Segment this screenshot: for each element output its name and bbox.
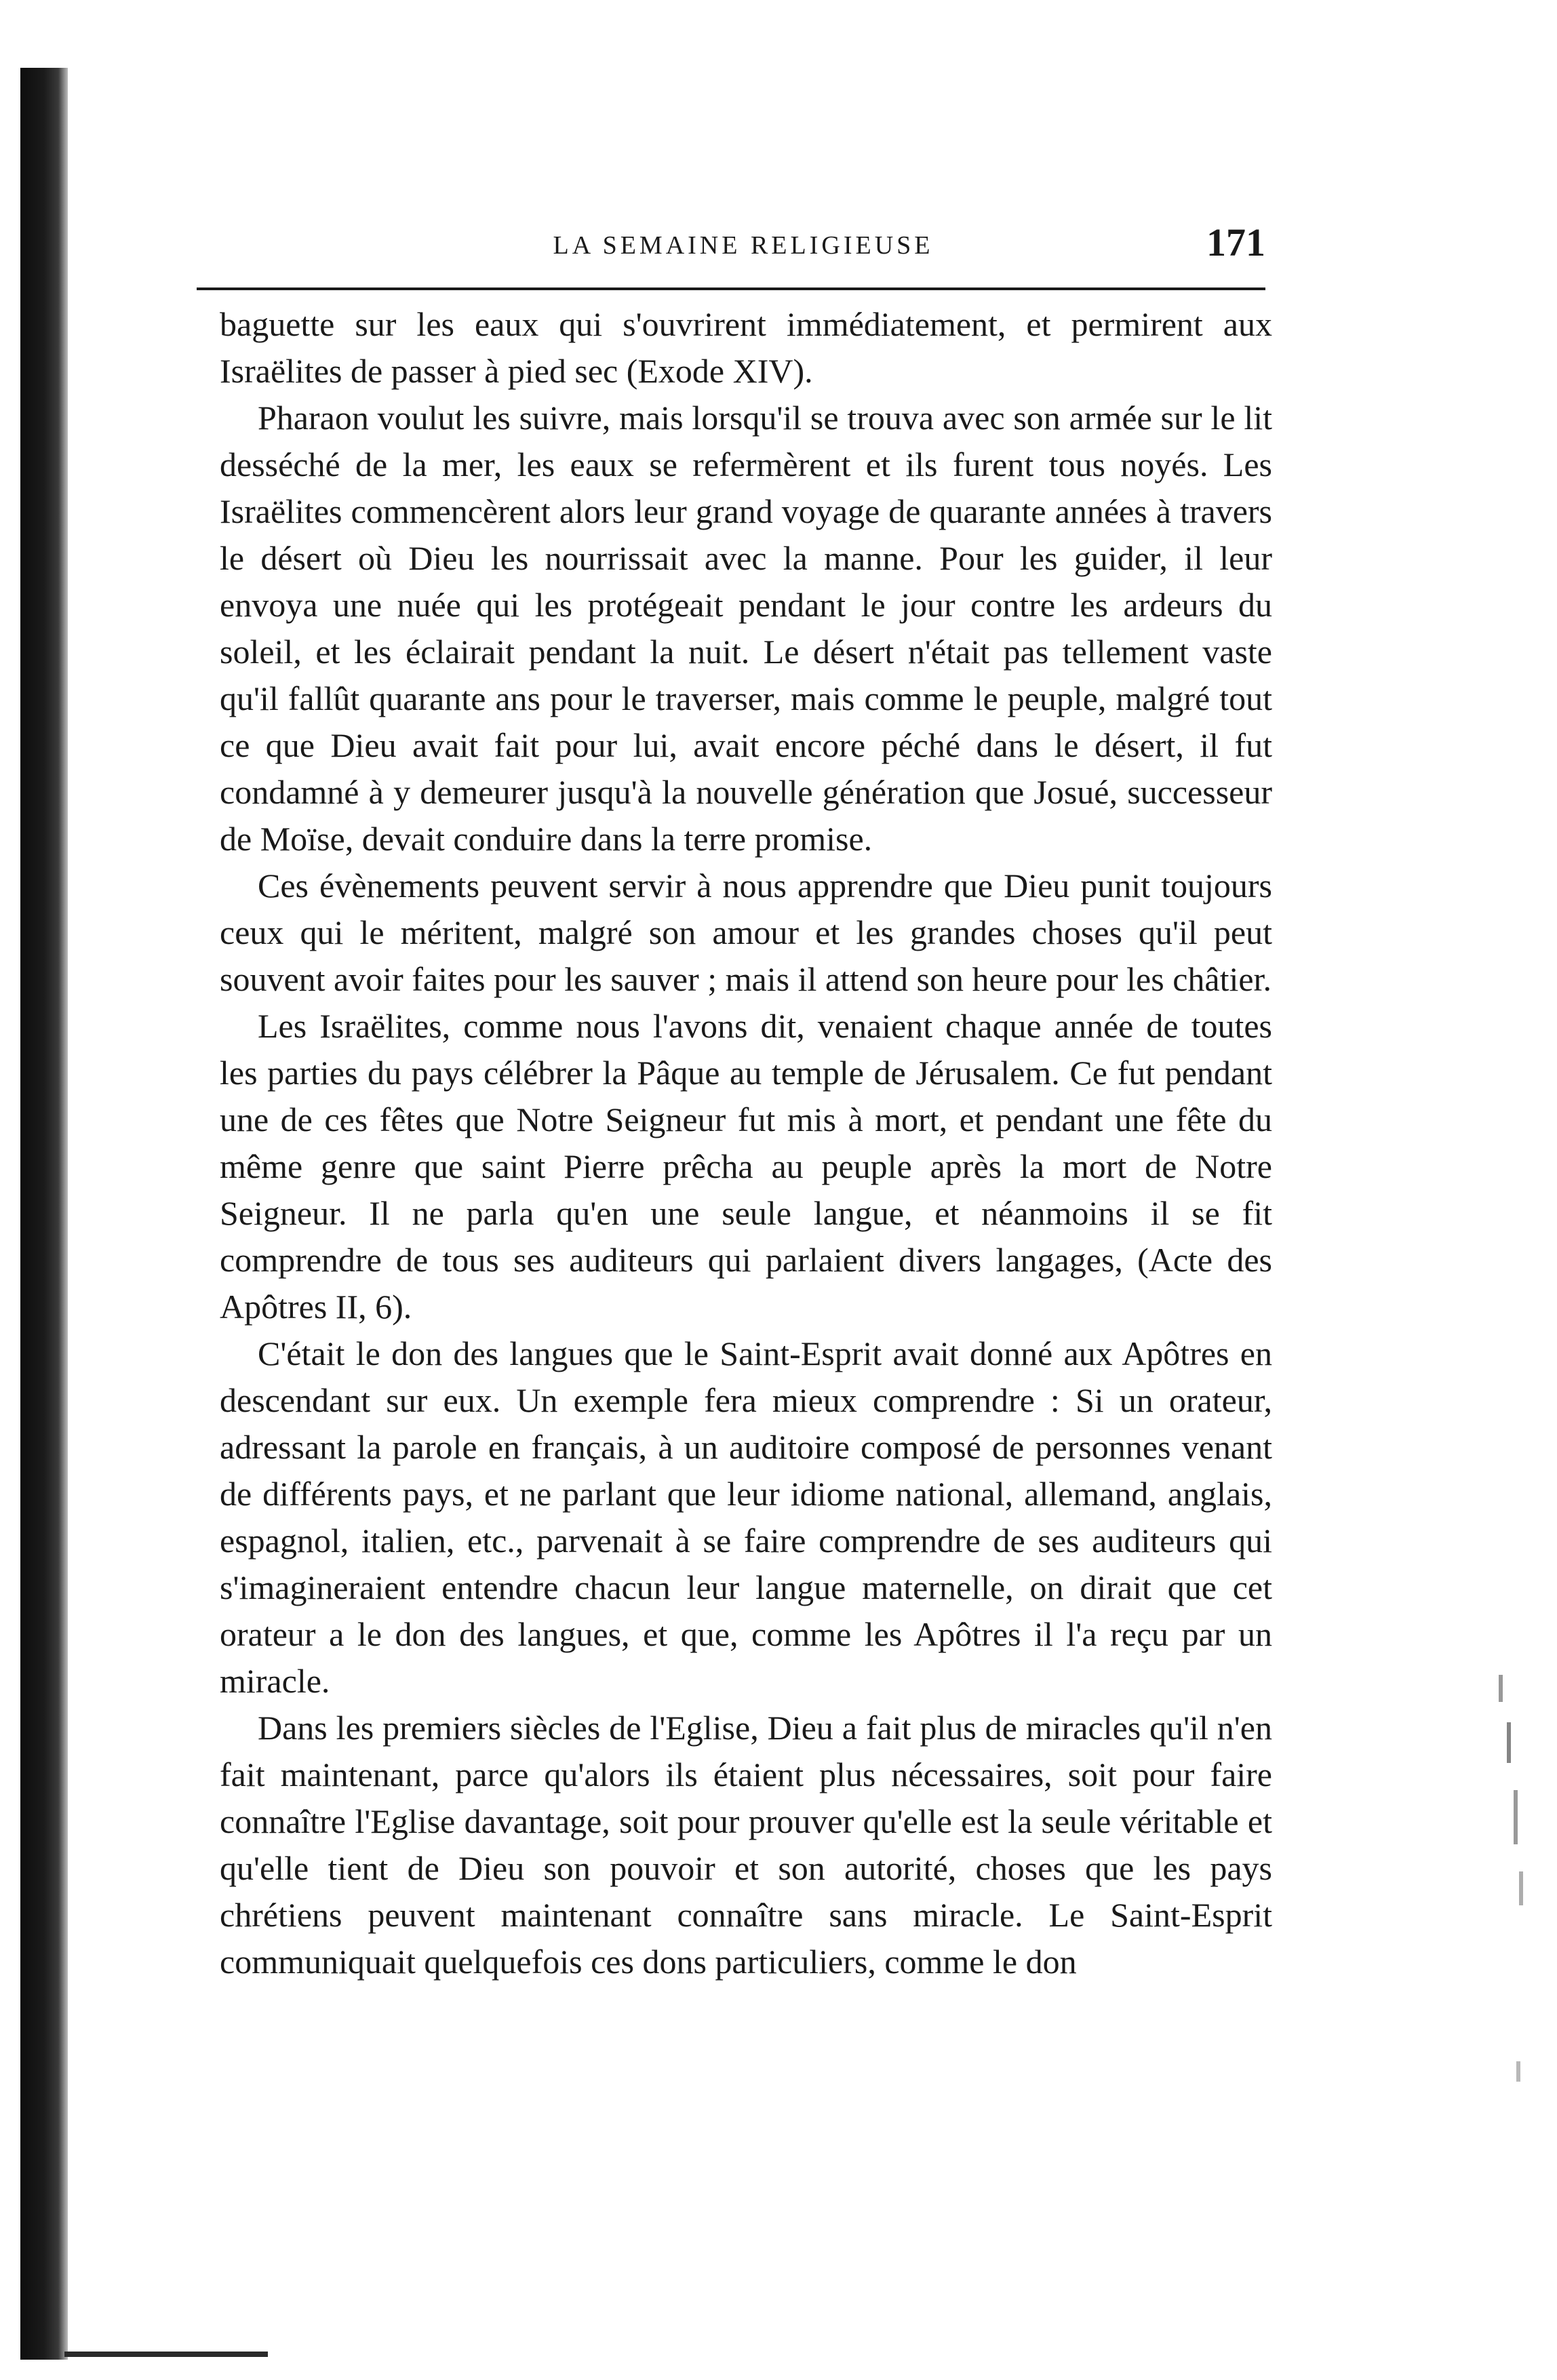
body-text	[220, 301, 1272, 1985]
header-rule	[197, 287, 1265, 290]
scan-binding-edge	[20, 68, 68, 2360]
paragraph-6: Dans les premiers siècles de l'Eglise, Dieu a fait plus de miracles qu'il n'en fait maintenant, parce qu'alors ils étaient plus nécessaires, soit pour faire connaître l'Eglise davantage, soit pour prouver qu'elle est la seule véritable et qu'elle tient de Dieu son pouvoir et son autorité, choses que les pays chrétiens peuvent maintenant connaître sans miracle. Le Saint-Esprit communiquait quelquefois ces dons particuliers, comme le don	[220, 1709, 1272, 1981]
scan-mark	[1507, 1722, 1511, 1763]
scan-mark	[1499, 1675, 1503, 1702]
paragraph-3: Ces évènements peuvent servir à nous apprendre que Dieu punit toujours ceux qui le méritent, malgré son amour et les grandes choses qu'il peut souvent avoir faites pour les sauver ; mais il attend son heure pour les châtier.	[220, 867, 1272, 998]
paragraph-4: Les Israëlites, comme nous l'avons dit, venaient chaque année de toutes les parties du pays célébrer la Pâque au temple de Jérusalem. Ce fut pendant une de ces fêtes que Notre Seigneur fut mis à mort, et pendant une fête du même genre que saint Pierre prêcha au peuple après la mort de Notre Seigneur. Il ne parla qu'en une seule langue, et néanmoins il se fit comprendre de tous ses auditeurs qui parlaient divers langages, (Acte des Apôtres II, 6).	[220, 1007, 1272, 1326]
running-title: LA SEMAINE RELIGIEUSE	[553, 231, 934, 260]
paragraph-1: baguette sur les eaux qui s'ouvrirent immédiatement, et permirent aux Israëlites de passer à pied sec (Exode XIV).	[220, 305, 1272, 390]
scan-binding-foot	[64, 2352, 268, 2357]
page-number: 171	[1206, 220, 1265, 264]
scan-mark	[1516, 2061, 1520, 2082]
scan-mark	[1514, 1790, 1518, 1844]
page-header	[221, 218, 1265, 273]
paragraph-2: Pharaon voulut les suivre, mais lorsqu'il se trouva avec son armée sur le lit desséché de la mer, les eaux se refermèrent et ils furent tous noyés. Les Israëlites commencèrent alors leur grand voyage de quarante années à travers le désert où Dieu les nourrissait avec la manne. Pour les guider, il leur envoya une nuée qui les protégeait pendant le jour contre les ardeurs du soleil, et les éclairait pendant la nuit. Le désert n'était pas tellement vaste qu'il fallût quarante ans pour le traverser, mais comme le peuple, malgré tout ce que Dieu avait fait pour lui, avait encore péché dans le désert, il fut condamné à y demeurer jusqu'à la nouvelle génération que Josué, successeur de Moïse, devait conduire dans la terre promise.	[220, 399, 1272, 858]
scan-mark	[1519, 1871, 1523, 1905]
paragraph-5: C'était le don des langues que le Saint-Esprit avait donné aux Apôtres en descendant sur eux. Un exemple fera mieux comprendre : Si un orateur, adressant la parole en français, à un auditoire composé de personnes venant de différents pays, et ne parlant que leur idiome national, allemand, anglais, espagnol, italien, etc., parvenait à se faire comprendre de ses auditeurs qui s'imagineraient entendre chacun leur langue maternelle, on dirait que cet orateur a le don des langues, et que, comme les Apôtres il l'a reçu par un miracle.	[220, 1334, 1272, 1700]
